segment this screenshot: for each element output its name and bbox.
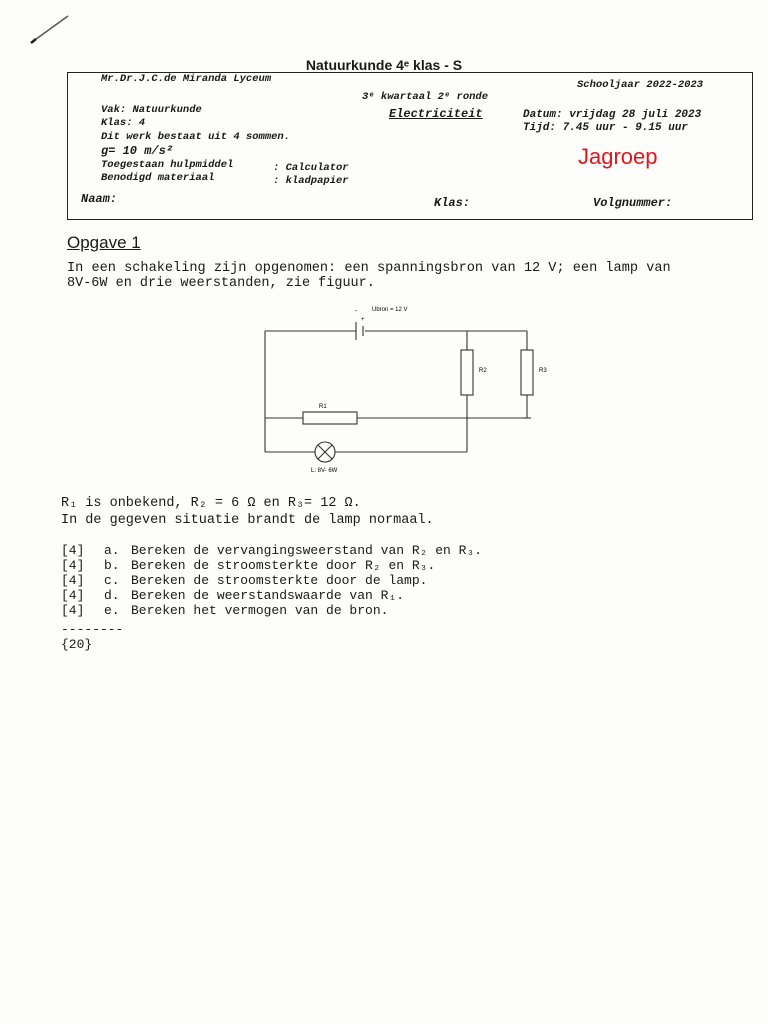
question-marks: [4]: [61, 588, 85, 603]
volgnummer-field-label: Volgnummer:: [593, 196, 673, 210]
given-line-1: R₁ is onbekend, R₂ = 6 Ω en R₃= 12 Ω.: [61, 496, 361, 511]
pen-mark: [28, 12, 72, 46]
resistor-r1: [303, 412, 357, 424]
question-label: b.: [104, 558, 120, 573]
question-marks: [4]: [61, 558, 85, 573]
question-label: e.: [104, 603, 120, 618]
question-text: Bereken de stroomsterkte door R₂ en R₃.: [131, 558, 436, 573]
allowed-aid-label: Toegestaan hulpmiddel: [101, 159, 234, 171]
question-list: [0, 543, 768, 633]
dashes-separator: --------: [61, 622, 124, 637]
material-label: Benodigd materiaal: [101, 172, 215, 184]
g-value: g= 10 m/s²: [101, 144, 174, 158]
school-name: Mr.Dr.J.C.de Miranda Lyceum: [101, 73, 272, 85]
r1-label: R1: [319, 404, 327, 410]
page-title: Natuurkunde 4ᵉ klas - S: [305, 57, 463, 73]
klas-field-label: Klas:: [434, 196, 471, 210]
naam-field-label: Naam:: [81, 192, 118, 206]
quarter-label: 3ᵉ kwartaal 2ᵉ ronde: [362, 91, 489, 103]
battery-plus-sign: +: [361, 317, 365, 323]
exam-date: Datum: vrijdag 28 juli 2023: [523, 109, 702, 121]
resistor-r2: [461, 350, 473, 395]
work-note: Dit werk bestaat uit 4 sommen.: [101, 131, 291, 143]
allowed-aid-value: : Calculator: [273, 162, 349, 174]
school-year: Schooljaar 2022-2023: [577, 79, 704, 91]
resistor-r3: [521, 350, 533, 395]
vak-label: Vak: Natuurkunde: [101, 104, 202, 116]
intro-line-1: In een schakeling zijn opgenomen: een spanningsbron van 12 V; een lamp van: [67, 261, 671, 276]
question-marks: [4]: [61, 543, 85, 558]
r2-label: R2: [479, 368, 487, 374]
subject-title: Electriciteit: [389, 107, 483, 121]
question-label: c.: [104, 573, 120, 588]
question-marks: [4]: [61, 603, 85, 618]
question-text: Bereken het vermogen van de bron.: [131, 603, 389, 618]
opgave-title: Opgave 1: [67, 233, 141, 252]
klas-info: Klas: 4: [101, 117, 146, 129]
question-label: a.: [104, 543, 120, 558]
intro-line-2: 8V-6W en drie weerstanden, zie figuur.: [67, 276, 375, 291]
question-marks: [4]: [61, 573, 85, 588]
exam-time: Tijd: 7.45 uur - 9.15 uur: [523, 122, 689, 134]
total-points: {20}: [61, 637, 93, 652]
material-value: : kladpapier: [273, 175, 349, 187]
circuit-diagram: [255, 300, 575, 480]
r3-label: R3: [539, 368, 547, 374]
jagroep-label: Jagroep: [578, 144, 658, 169]
question-label: d.: [104, 588, 120, 603]
given-line-2: In de gegeven situatie brandt de lamp normaal.: [61, 513, 434, 528]
battery-minus-sign: -: [355, 308, 358, 315]
question-text: Bereken de vervangingsweerstand van R₂ en R₃.: [131, 543, 483, 558]
question-text: Bereken de weerstandswaarde van R₁.: [131, 588, 405, 603]
lamp-label: L: 8V- 6W: [311, 468, 338, 474]
question-text: Bereken de stroomsterkte door de lamp.: [131, 573, 428, 588]
source-label: Ubron = 12 V: [372, 307, 408, 313]
